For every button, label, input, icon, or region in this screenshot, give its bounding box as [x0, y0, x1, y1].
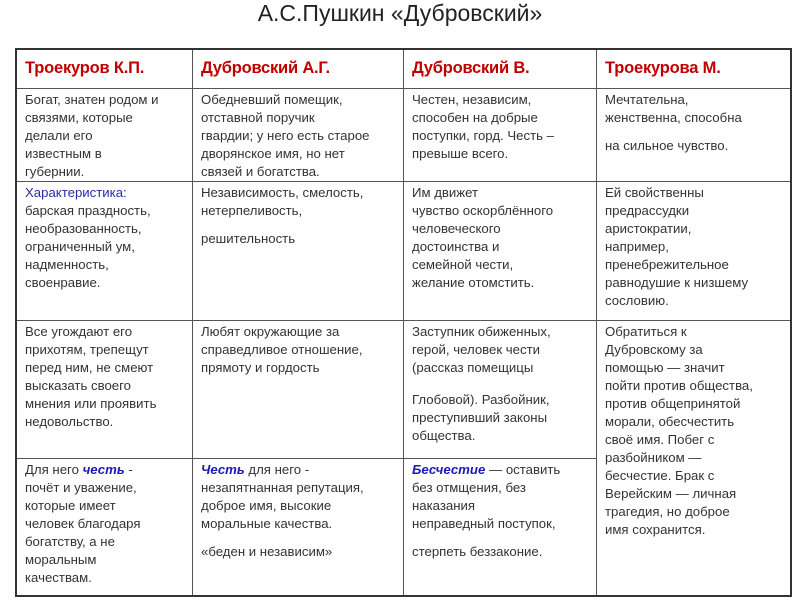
header-troekurova: Троекурова М. [605, 59, 721, 77]
header-dubrovsky-ag: Дубровский А.Г. [201, 59, 330, 77]
header-dubrovsky-v: Дубровский В. [412, 59, 530, 77]
cell-r4-c3 [404, 459, 596, 563]
cell-text: Независимость, смелость, нетерпеливость, [201, 185, 364, 218]
cell-r1-c4 [597, 89, 790, 157]
cell-r1-c3: Честен, независим, способен на добрые поступки, горд. Честь – превыше всего. [412, 92, 554, 161]
cell-text: Для него [25, 462, 83, 477]
cell-r2-c1 [17, 182, 192, 294]
cell-r2-c3 [404, 182, 596, 294]
cell-text: - почёт и уважение, которые имеет человек благодаря богатству, а не моральным качествам. [25, 462, 141, 585]
cell-text: на сильное чувство. [605, 138, 729, 153]
cell-r1-c1: Богат, знатен родом и связями, которые делали его известным в губернии. [25, 92, 159, 179]
cell-r4-c1 [17, 459, 192, 589]
quote-text: «беден и независим» [201, 544, 333, 559]
cell-text: для него - незапятнанная репутация, доброе имя, высокие моральные качества. [201, 462, 364, 531]
cell-text: Глобовой). Разбойник, преступивший законы общества. [412, 392, 550, 443]
cell-r3-c2: Любят окружающие за справедливое отношение, прямоту и гордость [201, 324, 363, 375]
cell-text: решительность [201, 231, 296, 246]
cell-text: чувство оскорблённого человеческого достоинства и семейной чести, желание отомстить. [412, 203, 554, 290]
emphasis-honor: честь [82, 462, 125, 477]
cell-text: — оставить без отмщения, без наказания неправедный поступок, [412, 462, 561, 531]
character-table [15, 48, 792, 597]
slide-title: А.С.Пушкин «Дубровский» [257, 0, 543, 26]
cell-r2-c4: Ей свойственны предрассудки аристократии, например, пренебрежительное равнодушие к низшему сословию. [605, 185, 749, 308]
cell-r2-c2 [193, 182, 403, 250]
cell-r4-c2 [193, 459, 403, 563]
cell-r1-c2: Обедневший помещик, отставной поручик гвардии; у него есть старое дворянское имя, но нет связей и богатства. [201, 92, 370, 179]
emphasis-dishonor: Бесчестие [412, 462, 486, 477]
cell-r3-c3 [404, 321, 596, 447]
cell-text: Мечтательна, женственна, способна [605, 92, 742, 125]
cell-text: Заступник обиженных, герой, человек чести (рассказ помещицы [412, 324, 551, 375]
header-troekurov: Троекуров К.П. [25, 59, 145, 77]
emphasis-honor: Честь [201, 462, 245, 477]
cell-r3-c4-merged: Обратиться к Дубровскому за помощью — значит пойти против общества, против общепринятой морали, обесчестить своё имя. Побег с разбойником — бесчестие. Брак с Верейским — личная трагедия, но доброе имя сохранится. [605, 324, 753, 537]
cell-r3-c1: Все угождают его прихотям, трепещут перед ним, не смеют высказать своего мнения или проявить недовольство. [25, 324, 157, 429]
cell-text: барская праздность, необразованность, ограниченный ум, надменность, своенравие. [25, 203, 151, 290]
cell-text: стерпеть беззаконие. [412, 544, 543, 559]
characteristic-label: Характеристика: [25, 185, 127, 200]
cell-text: Им движет [412, 185, 479, 200]
